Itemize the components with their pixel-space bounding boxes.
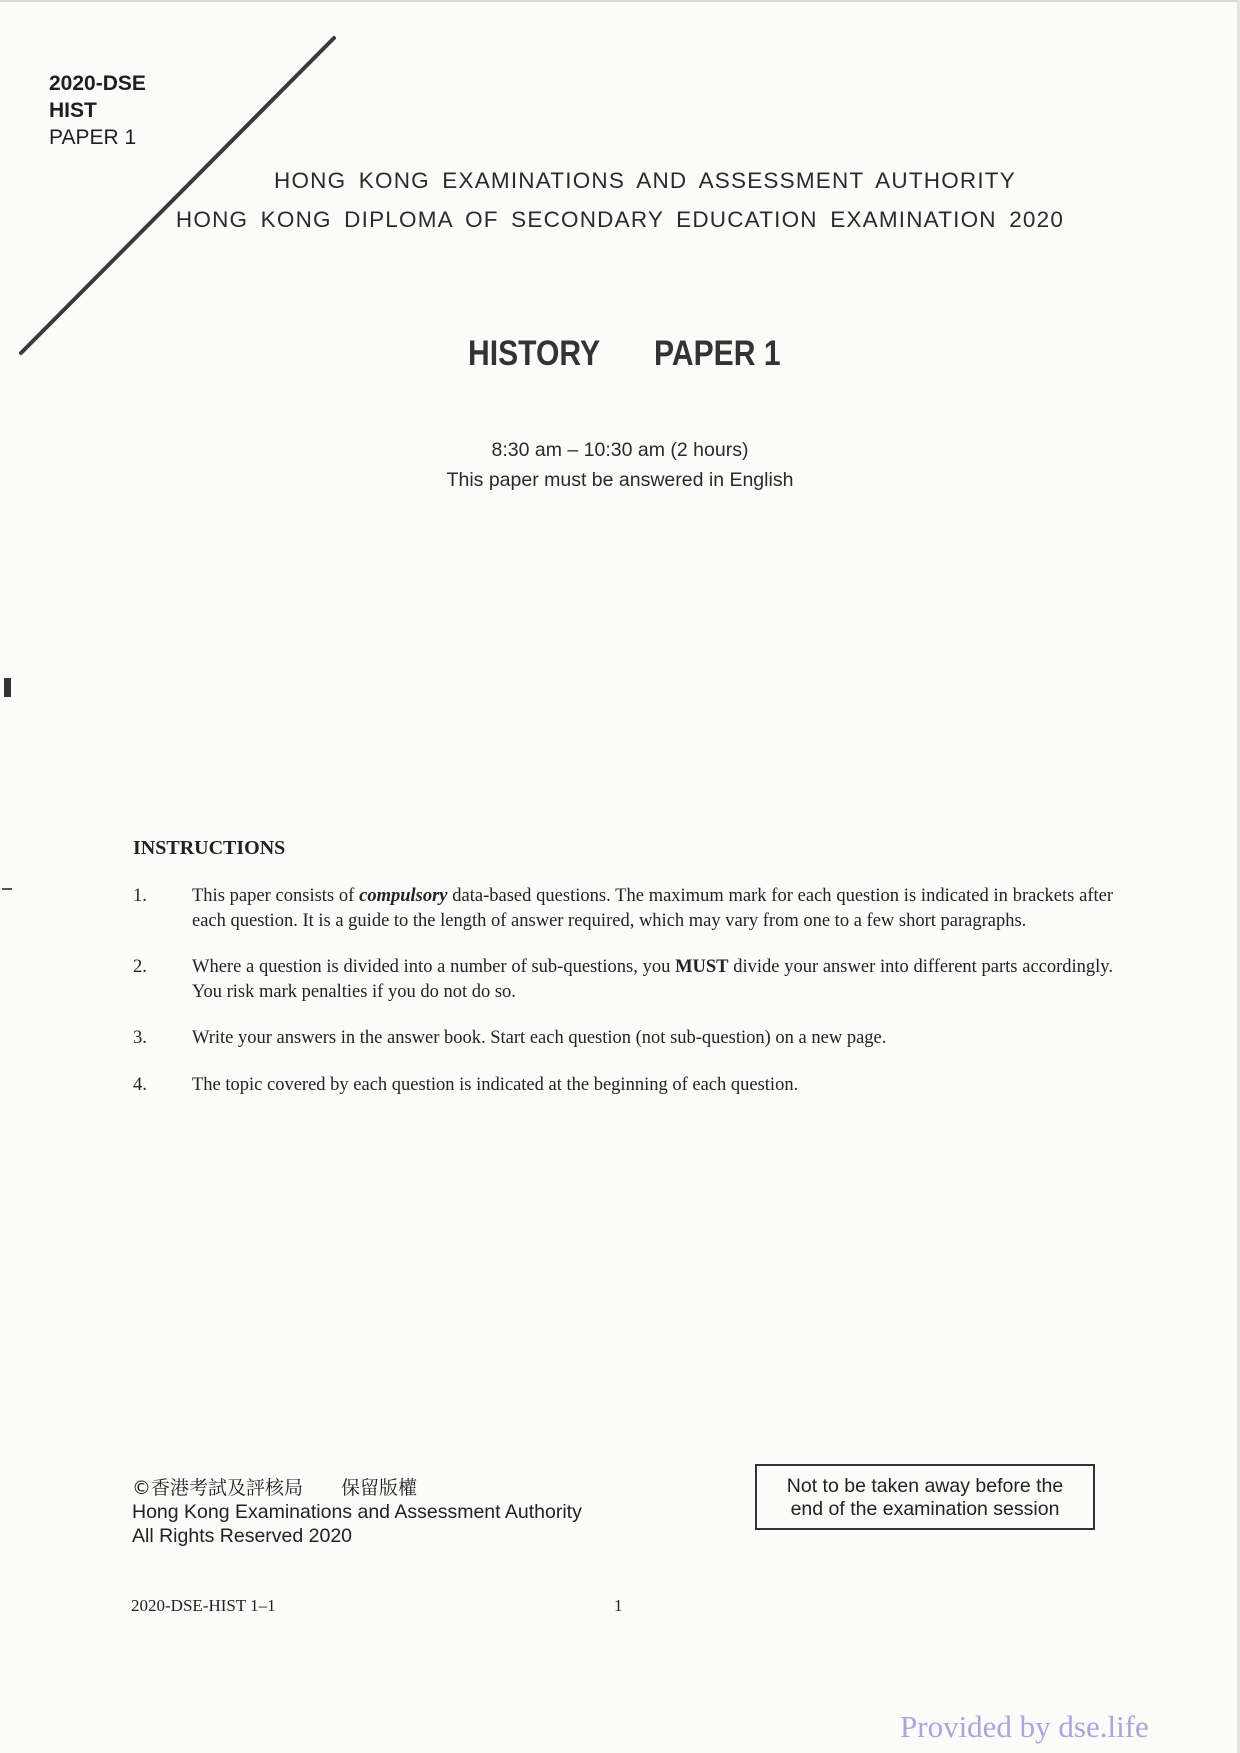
notice-box bbox=[755, 1464, 1095, 1530]
emphasis-must: MUST bbox=[675, 957, 729, 977]
copyright-block bbox=[132, 1476, 582, 1548]
instruction-item bbox=[133, 1026, 1113, 1051]
paper-code-block bbox=[49, 70, 146, 151]
instructions-list bbox=[133, 884, 1113, 1119]
paper-code: PAPER 1 bbox=[49, 126, 137, 149]
language-note: This paper must be answered in English bbox=[446, 469, 794, 491]
exam-name: HONG KONG DIPLOMA OF SECONDARY EDUCATION EXAMINATION 2020 bbox=[175, 207, 1065, 232]
exam-duration: 8:30 am – 10:30 am (2 hours) bbox=[491, 439, 749, 461]
instruction-item bbox=[133, 955, 1113, 1004]
scan-mark bbox=[4, 678, 11, 697]
scan-dash bbox=[2, 888, 12, 890]
instruction-number: 1. bbox=[133, 886, 147, 906]
instruction-item bbox=[133, 1073, 1113, 1098]
instructions-heading: INSTRUCTIONS bbox=[133, 837, 286, 859]
instruction-number: 4. bbox=[133, 1074, 147, 1095]
copyright-rights: All Rights Reserved 2020 bbox=[132, 1525, 353, 1547]
instruction-number: 3. bbox=[133, 1028, 147, 1048]
instruction-item bbox=[133, 884, 1113, 933]
instruction-text: The topic covered by each question is indicated at the beginning of each question. bbox=[192, 1074, 799, 1095]
exam-code: 2020-DSE bbox=[49, 72, 146, 95]
title-paper: PAPER 1 bbox=[654, 334, 781, 373]
instruction-number: 2. bbox=[133, 957, 147, 977]
watermark-text: Provided by dse.life bbox=[900, 1709, 1149, 1744]
diagonal-stroke bbox=[0, 0, 1240, 400]
emphasis-compulsory: compulsory bbox=[359, 886, 448, 906]
instruction-text: Write your answers in the answer book. Start each question (not sub-question) on a new page. bbox=[192, 1028, 887, 1048]
footer-paper-code: 2020-DSE-HIST 1–1 bbox=[131, 1596, 276, 1615]
notice-line-2: end of the examination session bbox=[790, 1498, 1060, 1520]
instruction-text: Where a question is divided into a number of sub-questions, you MUST divide your answer into different parts accordingly. You risk mark penalties if you do not do so. bbox=[192, 957, 1113, 1002]
authority-name: HONG KONG EXAMINATIONS AND ASSESSMENT AUTHORITY bbox=[274, 168, 1016, 193]
title-subject: HISTORY bbox=[468, 334, 601, 373]
page-number: 1 bbox=[614, 1596, 623, 1615]
instruction-text: This paper consists of compulsory data-based questions. The maximum mark for each question is indicated in brackets after each question. It is a guide to the length of answer required, which may vary from one to a few short paragraphs. bbox=[192, 886, 1113, 931]
copyright-org: Hong Kong Examinations and Assessment Authority bbox=[132, 1501, 582, 1523]
notice-line-1: Not to be taken away before the bbox=[786, 1475, 1064, 1497]
subject-code: HIST bbox=[49, 99, 97, 122]
copyright-chinese: ©香港考試及評核局 保留版權 bbox=[132, 1477, 418, 1499]
